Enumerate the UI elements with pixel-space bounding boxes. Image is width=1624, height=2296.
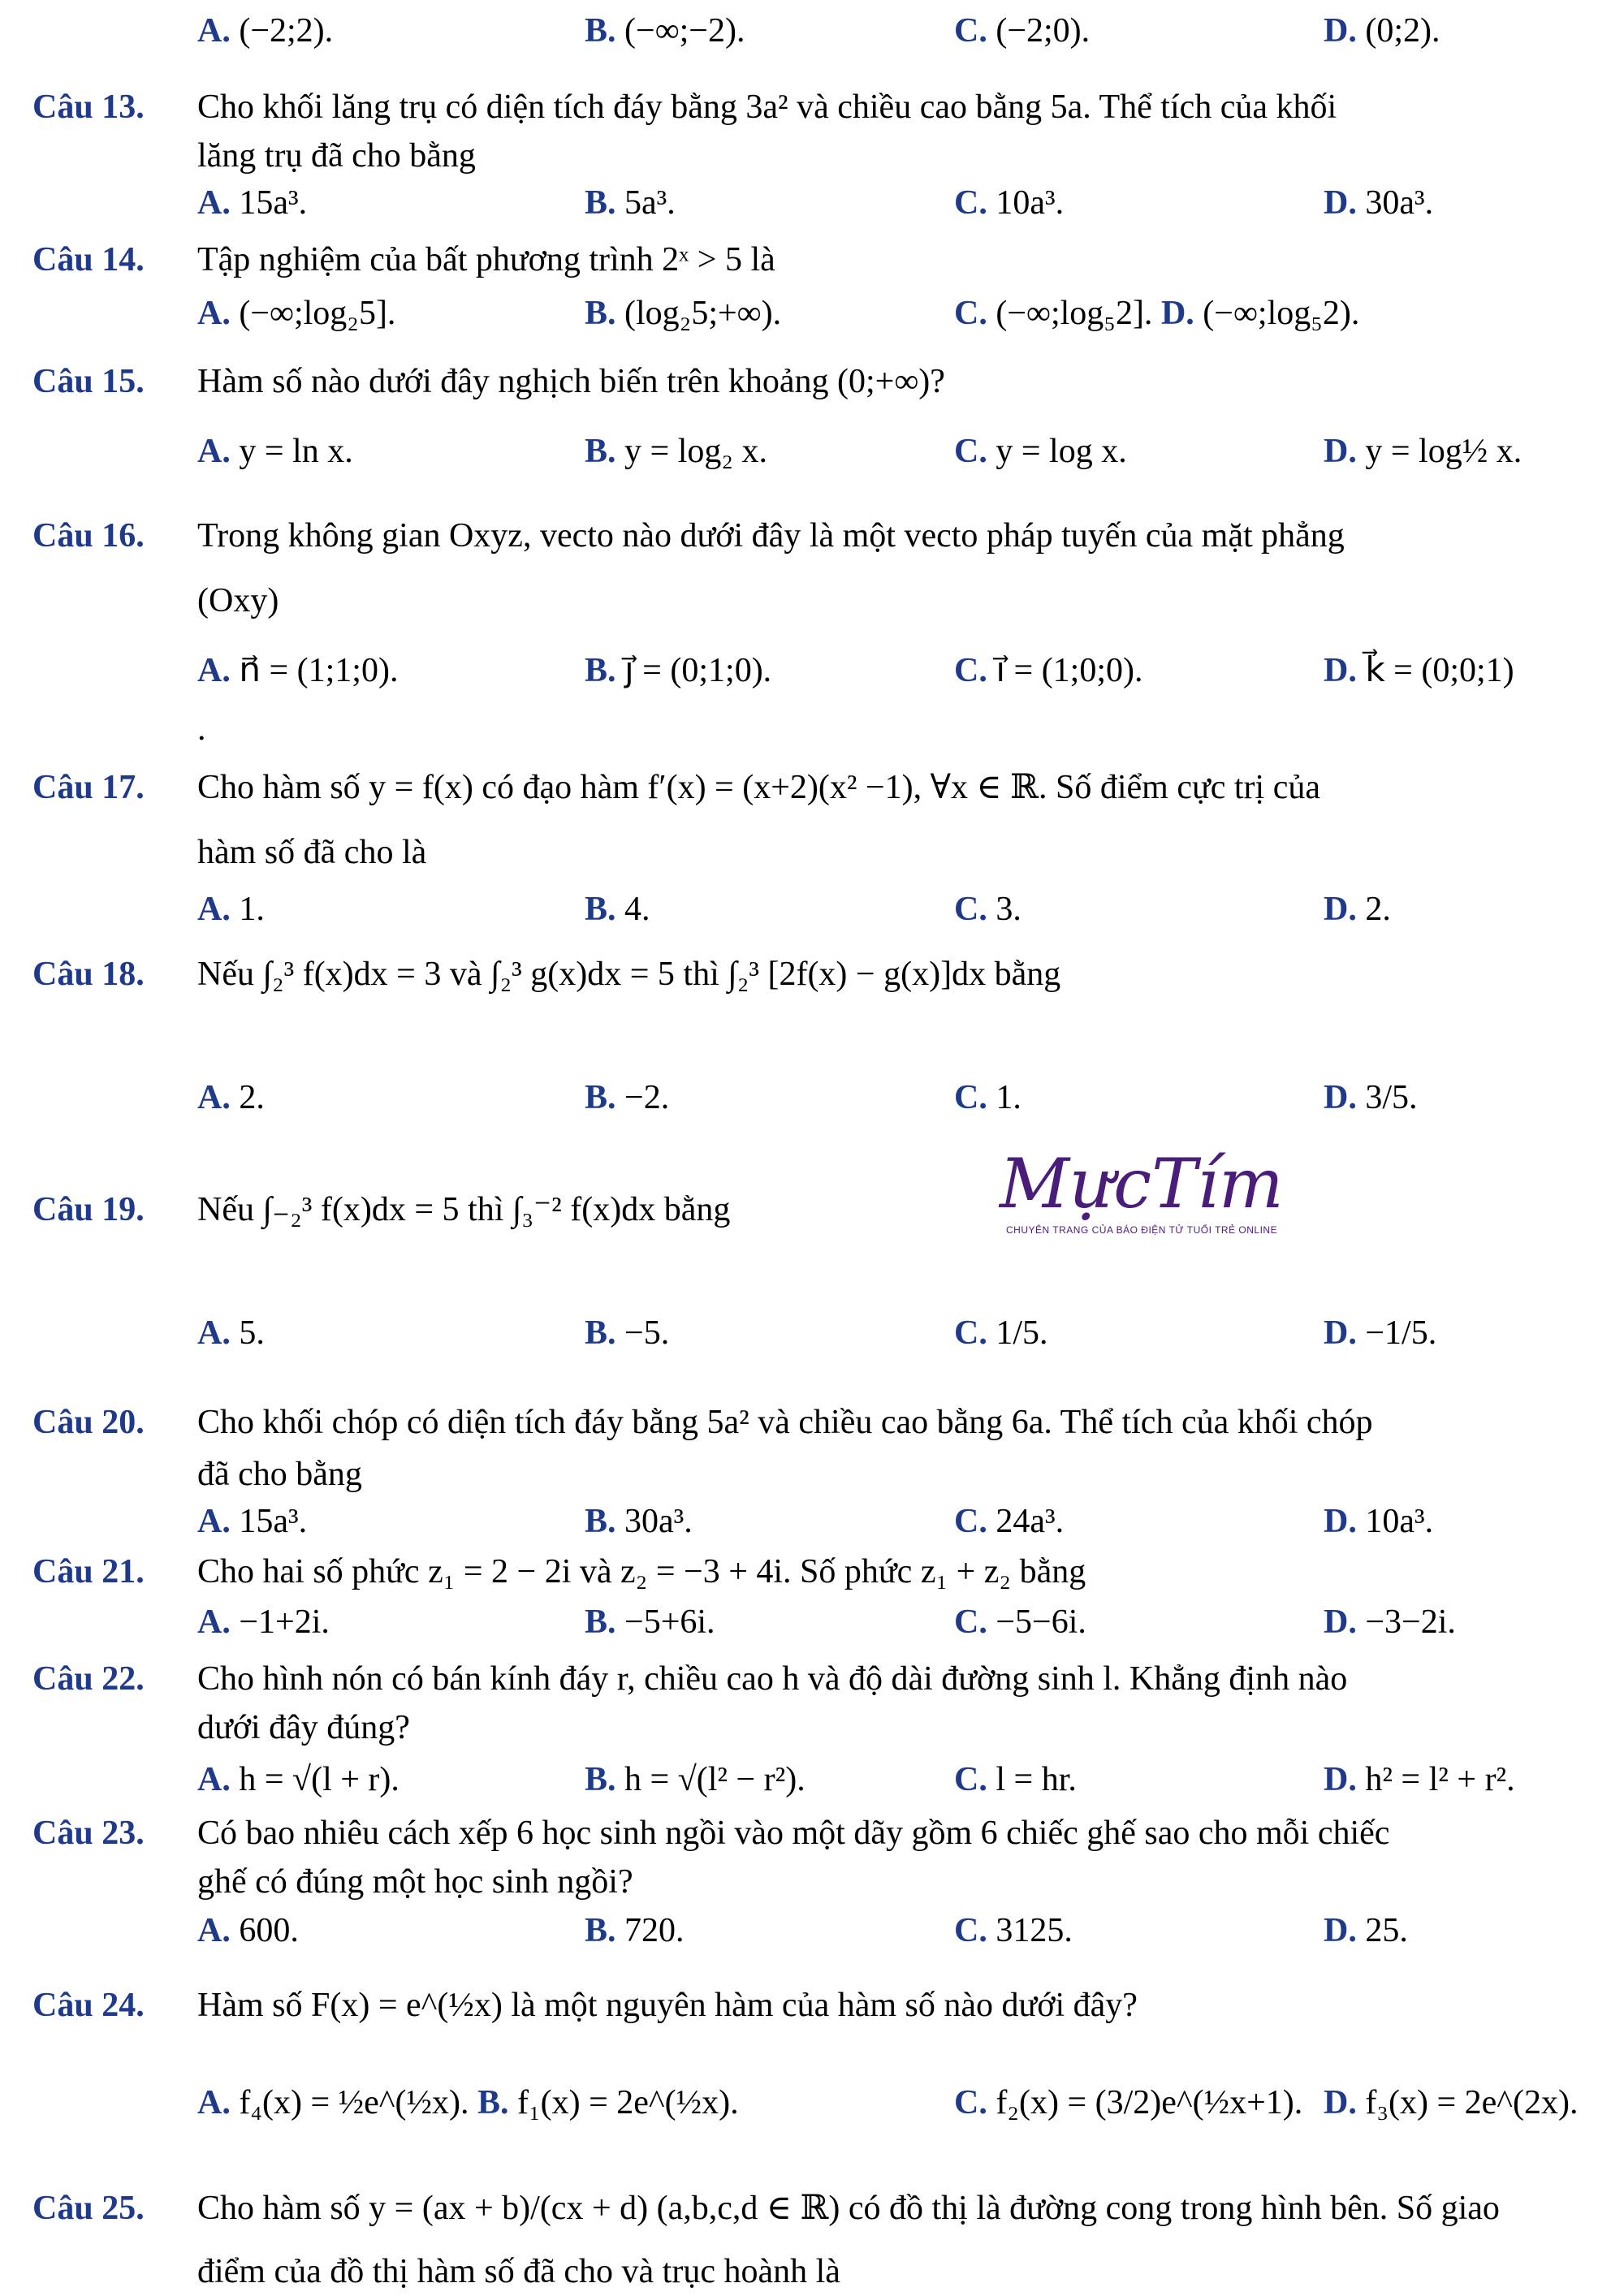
question-text: Cho hàm số y = f(x) có đạo hàm f′(x) = (x+2)(x² −1), ∀x ∈ ℝ. Số điểm cực trị của xyxy=(197,769,1320,806)
question-number: Câu 17. xyxy=(32,769,145,806)
question-text: Nếu ∫₋₂³ f(x)dx = 5 thì ∫₃⁻² f(x)dx bằng xyxy=(197,1191,731,1228)
answer-option: B. 720. xyxy=(585,1912,685,1949)
answer-option: D. f₃(x) = 2e^(2x). xyxy=(1324,2084,1579,2121)
continuation-text: lăng trụ đã cho bằng xyxy=(197,137,476,175)
answer-options-row xyxy=(0,646,1624,695)
answer-options-row xyxy=(0,1497,1624,1546)
answer-option: A. 2. xyxy=(197,1079,265,1116)
answer-options-row xyxy=(0,179,1624,227)
answer-options-row xyxy=(0,2078,1624,2127)
answer-options-row xyxy=(0,427,1624,476)
answer-option: A. (−∞;log₂5]. xyxy=(197,295,396,332)
question-text: Nếu ∫₂³ f(x)dx = 3 và ∫₂³ g(x)dx = 5 thì ∫₂³ [2f(x) − g(x)]dx bằng xyxy=(197,956,1061,993)
answer-option: A. y = ln x. xyxy=(197,433,353,470)
answer-option: D. 3/5. xyxy=(1324,1079,1418,1116)
question-continuation xyxy=(0,2247,1624,2296)
continuation-text: dưới đây đúng? xyxy=(197,1709,410,1746)
answer-option: A. h = √(l + r). xyxy=(197,1761,400,1798)
question-text: Cho hình nón có bán kính đáy r, chiều cao h và độ dài đường sinh l. Khẳng định nào xyxy=(197,1660,1348,1698)
answer-option: C. 10a³. xyxy=(954,184,1065,222)
question-text: Hàm số F(x) = e^(½x) là một nguyên hàm của hàm số nào dưới đây? xyxy=(197,1987,1138,2024)
question-number: Câu 13. xyxy=(32,88,145,126)
answer-option: A. n⃗ = (1;1;0). xyxy=(197,652,399,689)
logo-tagline: CHUYÊN TRANG CỦA BÁO ĐIỆN TỬ TUỔI TRẺ ONLINE xyxy=(1006,1224,1278,1236)
question-text: Cho khối chóp có diện tích đáy bằng 5a² và chiều cao bằng 6a. Thể tích của khối chóp xyxy=(197,1404,1373,1441)
question-text: Cho hàm số y = (ax + b)/(cx + d) (a,b,c,d ∈ ℝ) có đồ thị là đường cong trong hình bên. Số giao xyxy=(197,2190,1500,2227)
answer-option: A. −1+2i. xyxy=(197,1603,330,1641)
question-row xyxy=(0,1809,1624,1858)
answer-option: B. 30a³. xyxy=(585,1503,693,1540)
answer-option: C. (−∞;log₅2]. D. (−∞;log₅2). xyxy=(954,295,1360,332)
question-continuation xyxy=(0,132,1624,180)
answer-option: D. −1/5. xyxy=(1324,1314,1437,1352)
answer-option: D. 2. xyxy=(1324,891,1391,928)
answer-option: B. (log₂5;+∞). xyxy=(585,295,782,332)
question-text: Hàm số nào dưới đây nghịch biến trên khoảng (0;+∞)? xyxy=(197,363,945,400)
continuation-text: điểm của đồ thị hàm số đã cho và trục hoành là xyxy=(197,2253,840,2290)
question-continuation xyxy=(0,576,1624,625)
logo-name: MựcTím xyxy=(1000,1144,1284,1224)
answer-option: C. i⃗ = (1;0;0). xyxy=(954,652,1143,689)
question-row xyxy=(0,1185,1624,1234)
answer-option: C. l = hr. xyxy=(954,1761,1077,1798)
answer-option: D. 30a³. xyxy=(1324,184,1434,222)
answer-option: B. −5+6i. xyxy=(585,1603,715,1641)
answer-option: D. h² = l² + r². xyxy=(1324,1761,1515,1798)
answer-option: B. y = log₂ x. xyxy=(585,433,768,470)
answer-option: C. y = log x. xyxy=(954,433,1127,470)
question-continuation xyxy=(0,1858,1624,1906)
answer-option: B. j⃗ = (0;1;0). xyxy=(585,652,772,689)
answer-option: C. 3. xyxy=(954,891,1021,928)
answer-option: A. 600. xyxy=(197,1912,299,1949)
question-text: Tập nghiệm của bất phương trình 2ˣ > 5 là xyxy=(197,241,775,278)
muctim-logo xyxy=(995,1133,1287,1246)
question-continuation xyxy=(0,705,1624,753)
answer-option: D. k⃗ = (0;0;1) xyxy=(1324,652,1514,689)
answer-options-row xyxy=(0,1906,1624,1955)
question-row xyxy=(0,1398,1624,1447)
answer-option: B. h = √(l² − r²). xyxy=(585,1761,806,1798)
question-text: Cho khối lăng trụ có diện tích đáy bằng 3a² và chiều cao bằng 5a. Thể tích của khối xyxy=(197,88,1337,126)
question-number: Câu 16. xyxy=(32,517,145,555)
answer-option: A. 15a³. xyxy=(197,1503,308,1540)
answer-option: A. 15a³. xyxy=(197,184,308,222)
question-continuation xyxy=(0,1703,1624,1752)
question-continuation xyxy=(0,828,1624,877)
question-row xyxy=(0,763,1624,812)
question-row xyxy=(0,1547,1624,1596)
answer-option: D. 25. xyxy=(1324,1912,1408,1949)
question-row xyxy=(0,83,1624,132)
answer-options-row xyxy=(0,885,1624,934)
continuation-text: ghế có đúng một học sinh ngồi? xyxy=(197,1863,633,1901)
question-number: Câu 18. xyxy=(32,956,145,993)
question-number: Câu 24. xyxy=(32,1987,145,2024)
answer-option: A. f₄(x) = ½e^(½x). B. f₁(x) = 2e^(½x). xyxy=(197,2084,739,2121)
question-number: Câu 25. xyxy=(32,2190,145,2227)
question-continuation xyxy=(0,1450,1624,1499)
question-number: Câu 15. xyxy=(32,363,145,400)
question-row xyxy=(0,950,1624,999)
question-row xyxy=(0,357,1624,406)
question-number: Câu 19. xyxy=(32,1191,145,1228)
continuation-text: đã cho bằng xyxy=(197,1456,362,1493)
answer-option: D. (0;2). xyxy=(1324,12,1440,50)
answer-options-row xyxy=(0,1755,1624,1804)
continuation-text: (Oxy) xyxy=(197,582,279,619)
question-text: Trong không gian Oxyz, vecto nào dưới đây là một vecto pháp tuyến của mặt phẳng xyxy=(197,517,1345,555)
answer-option: C. 1. xyxy=(954,1079,1021,1116)
continuation-text: hàm số đã cho là xyxy=(197,834,427,871)
answer-option: B. −5. xyxy=(585,1314,670,1352)
question-row xyxy=(0,235,1624,284)
answer-option: A. 5. xyxy=(197,1314,265,1352)
answer-option: D. 10a³. xyxy=(1324,1503,1434,1540)
answer-option: C. (−2;0). xyxy=(954,12,1091,50)
answer-options-row xyxy=(0,1309,1624,1357)
answer-option: C. 3125. xyxy=(954,1912,1073,1949)
answer-option: B. 4. xyxy=(585,891,650,928)
answer-options-row xyxy=(0,289,1624,338)
answer-option: B. 5a³. xyxy=(585,184,676,222)
question-row xyxy=(0,2184,1624,2233)
answer-option: D. y = log½ x. xyxy=(1324,433,1522,470)
continuation-text: . xyxy=(197,710,206,748)
question-row xyxy=(0,1655,1624,1703)
answer-option: C. 24a³. xyxy=(954,1503,1065,1540)
question-number: Câu 20. xyxy=(32,1404,145,1441)
question-row xyxy=(0,511,1624,560)
answer-option: C. −5−6i. xyxy=(954,1603,1086,1641)
question-number: Câu 14. xyxy=(32,241,145,278)
answer-option: A. (−2;2). xyxy=(197,12,334,50)
question-number: Câu 21. xyxy=(32,1553,145,1590)
question-number: Câu 23. xyxy=(32,1815,145,1852)
question-text: Cho hai số phức z₁ = 2 − 2i và z₂ = −3 + 4i. Số phức z₁ + z₂ bằng xyxy=(197,1553,1086,1590)
answer-option: B. −2. xyxy=(585,1079,670,1116)
answer-option: C. f₂(x) = (3/2)e^(½x+1). xyxy=(954,2084,1303,2121)
question-number: Câu 22. xyxy=(32,1660,145,1698)
answer-options-row xyxy=(0,1073,1624,1122)
answer-option: A. 1. xyxy=(197,891,265,928)
question-text: Có bao nhiêu cách xếp 6 học sinh ngồi vào một dãy gồm 6 chiếc ghế sao cho mỗi chiếc xyxy=(197,1815,1390,1852)
answer-option: D. −3−2i. xyxy=(1324,1603,1456,1641)
answer-option: B. (−∞;−2). xyxy=(585,12,745,50)
answer-option: C. 1/5. xyxy=(954,1314,1048,1352)
question-row xyxy=(0,1981,1624,2030)
answer-options-row xyxy=(0,1598,1624,1646)
answer-options-row xyxy=(0,6,1624,55)
